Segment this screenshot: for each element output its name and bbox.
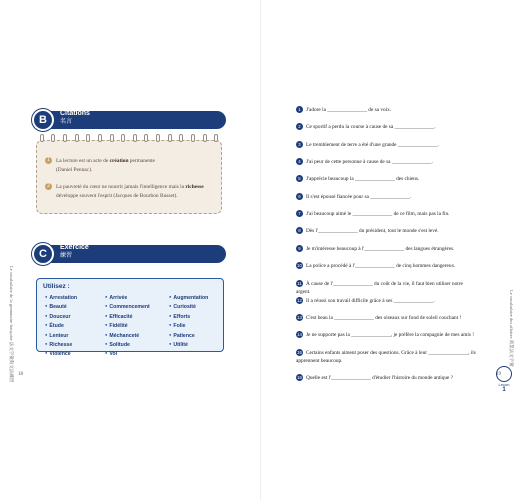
exercise-sentence (296, 245, 476, 253)
citation-item (45, 157, 215, 174)
word-item: ● Douceur (45, 312, 77, 321)
question-text: Je m'intéresse beaucoup à l'_______________ des langues étrangères. (306, 246, 455, 252)
exercise-sentence (296, 193, 476, 201)
word-item: ● Curiosité (169, 302, 208, 311)
question-number: 11 (297, 281, 302, 287)
exercise-sentence (296, 210, 476, 218)
exercise-sentence (296, 262, 476, 270)
exercise-sentence (296, 227, 476, 235)
question-text: À cause de l'_______________ du coût de la vie, il faut bien utiliser notre argent. (296, 281, 463, 295)
exercise-sentence (296, 141, 476, 149)
word-item: ● Fidélité (105, 321, 150, 330)
question-text: La police a procédé à l'_______________ de cinq hommes dangereux. (306, 263, 456, 269)
word-item: ● Arrestation (45, 293, 77, 302)
word-item: ● Arrivée (105, 293, 150, 302)
question-number: 8 (296, 227, 303, 234)
exercise-sentence (296, 175, 476, 183)
exercise-sentence (296, 106, 476, 114)
word-column-3 (169, 293, 208, 349)
exercise-sentence (296, 297, 476, 305)
citation-text: La lecture est un acte de (56, 158, 110, 164)
exercise-sentence (296, 123, 476, 131)
lecon-label: Leçon (498, 382, 510, 387)
word-item: ● Patience (169, 331, 208, 340)
question-text: J'apprécie beaucoup la _______________ des chiens. (306, 176, 420, 182)
citation-author: (Daniel Pennac). (56, 166, 93, 173)
question-number: 15 (297, 350, 302, 356)
question-text: Il a réussi son travail difficile grâce à ses _______________. (306, 298, 435, 304)
binder-rings (36, 134, 222, 144)
word-item: ● Folie (169, 321, 208, 330)
citation-text: permanente (128, 158, 155, 164)
question-text: Certains enfants aiment poser des questions. Grâce à leur _______________, ils apprennent beaucoup. (296, 350, 476, 364)
question-number: 13 (297, 315, 302, 321)
word-item: ● Vol (105, 349, 150, 358)
citations-box (36, 140, 222, 214)
word-item: ● Efforts (169, 312, 208, 321)
word-item: ● Lenteur (45, 331, 77, 340)
question-text: J'ai beaucoup aimé le _______________ de ce film, mais pas la fin. (306, 211, 450, 217)
page-number-right: 19 (496, 372, 501, 377)
running-title-text: Le vocabulaire des affaires 商業法文字彙 (509, 290, 514, 367)
citation-keyword: richesse (185, 184, 204, 190)
word-item: ● Richesse (45, 340, 77, 349)
lecon-number: 1 (502, 387, 506, 393)
section-title: Exercice (60, 244, 89, 251)
question-number: 7 (296, 210, 303, 217)
word-bank-title: Utilisez : (43, 283, 70, 290)
word-column-1 (45, 293, 77, 359)
section-citations-header (32, 109, 226, 131)
section-letter: B (32, 109, 54, 131)
word-item: ● Violence (45, 349, 77, 358)
right-side-running-title (504, 290, 516, 370)
word-item: ● Méchanceté (105, 331, 150, 340)
word-column-2 (105, 293, 150, 359)
section-subtitle: 名言 (60, 119, 73, 125)
exercise-sentence (296, 349, 476, 365)
question-number: 3 (296, 141, 303, 148)
exercise-sentence (296, 280, 476, 296)
question-text: Ce sportif a perdu la course à cause de sa _______________. (306, 124, 436, 130)
citation-text: La pauvreté du cœur ne nourrit jamais l'intelligence mais la (56, 184, 186, 190)
question-number: 14 (297, 332, 302, 338)
word-item: ● Beauté (45, 302, 77, 311)
question-number: 10 (297, 263, 302, 269)
word-bank-box (36, 278, 224, 358)
section-subtitle: 練習 (60, 253, 73, 259)
question-number: 1 (296, 106, 303, 113)
citation-number: 1 (45, 157, 52, 164)
question-text: C'est beau la _______________ des oiseaux sur fond de soleil couchant ! (306, 315, 462, 321)
running-title-text: Le vocabulaire de la grammaire française 法文字彙與文法練習 (9, 266, 14, 383)
exercise-sentence (296, 374, 476, 382)
question-number: 2 (296, 123, 303, 130)
question-text: J'ai peur de cette personne à cause de sa _______________. (306, 159, 433, 165)
question-text: Le tremblement de terre a été d'une grande _______________. (306, 142, 439, 148)
question-text: Quelle est l'_______________ d'étudier l'histoire du monde antique ? (306, 375, 454, 381)
word-item: ● Utilité (169, 340, 208, 349)
word-item: ● Étude (45, 321, 77, 330)
question-text: Dès l'_______________ du président, tout le monde s'est levé. (306, 228, 439, 234)
section-title: Citations (60, 110, 90, 117)
question-text: J'adore la _______________ de sa voix. (306, 107, 392, 113)
question-text: Je ne supporte pas la _______________, je préfère la compagnie de mes amis ! (306, 332, 474, 338)
question-number: 4 (296, 158, 303, 165)
question-number: 9 (296, 245, 303, 252)
section-letter: C (32, 243, 54, 265)
page-number-left: 18 (18, 372, 23, 377)
question-number: 12 (297, 298, 302, 304)
exercise-sentence (296, 158, 476, 166)
word-item: ● Efficacité (105, 312, 150, 321)
question-text: Il s'est épousé fiancée pour sa _______________. (306, 194, 412, 200)
question-number: 16 (297, 375, 302, 381)
question-number: 6 (296, 193, 303, 200)
citation-number: 2 (45, 183, 52, 190)
exercise-sentence (296, 331, 476, 339)
exercise-sentence (296, 314, 476, 322)
word-item: ● Commencement (105, 302, 150, 311)
word-item: ● Solitude (105, 340, 150, 349)
left-side-running-title (4, 266, 16, 383)
question-number: 5 (296, 175, 303, 182)
citation-keyword: création (109, 158, 129, 164)
section-exercice-header (32, 243, 226, 265)
word-item: ● Augmentation (169, 293, 208, 302)
citation-item (45, 183, 215, 200)
citation-author: développe souvent l'esprit (Jacques de Bourbon Busset). (56, 192, 178, 199)
